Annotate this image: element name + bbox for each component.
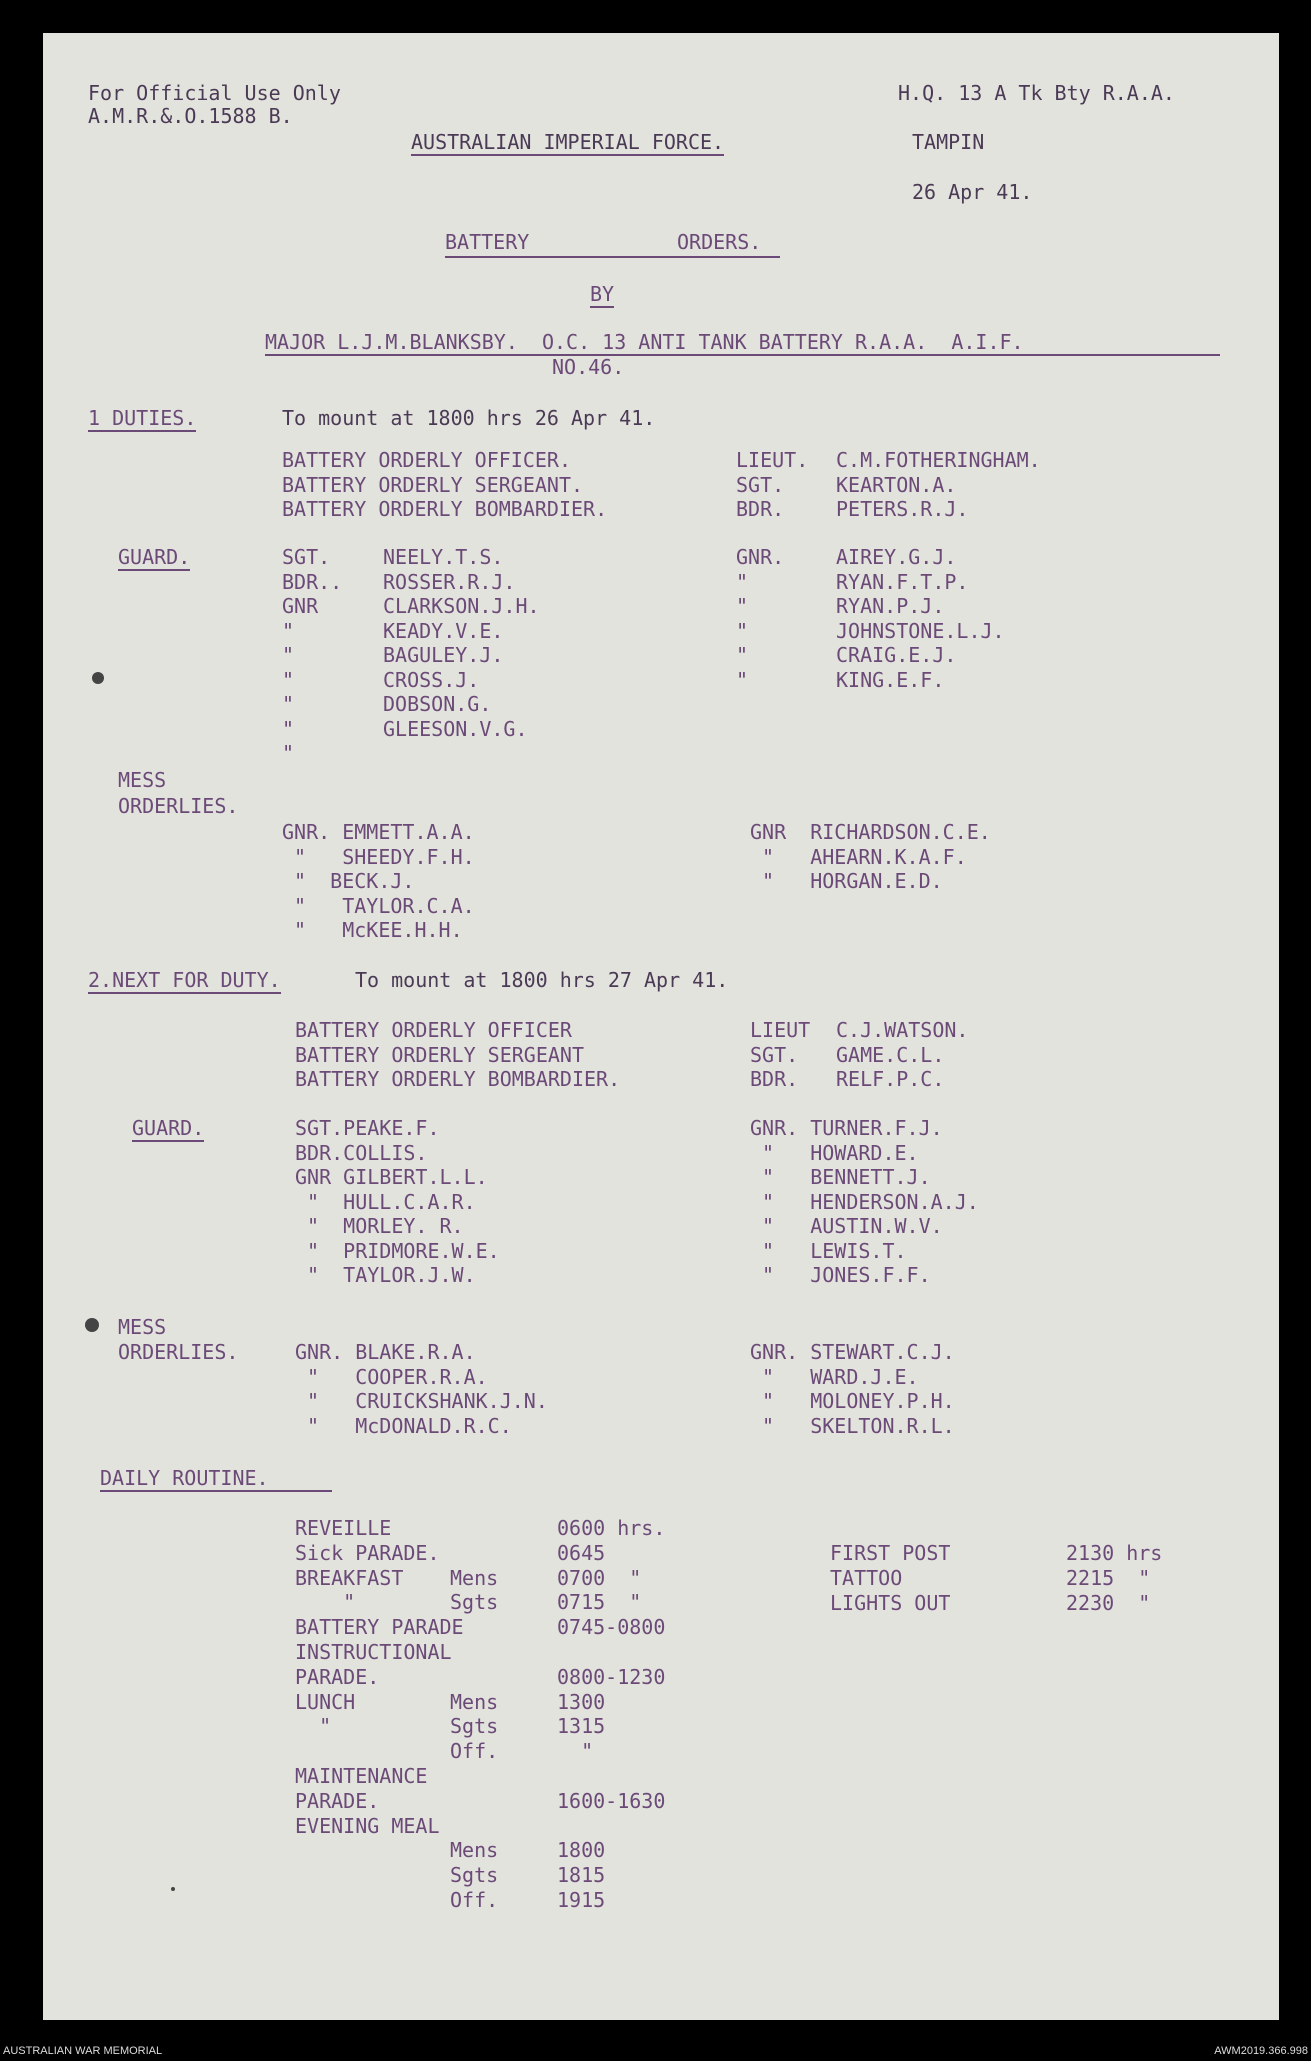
mess-orderly: " HORGAN.E.D. [750, 869, 943, 893]
mess-orderly: " AHEARN.K.A.F. [750, 844, 967, 869]
routine-time: 0700 " [557, 1565, 642, 1590]
duty-role: BATTERY ORDERLY OFFICER. [282, 448, 571, 472]
mess-orderly: " McKEE.H.H. [282, 918, 463, 942]
routine-item: LIGHTS OUT [830, 1590, 951, 1615]
routine-subitem: Mens [450, 1689, 499, 1714]
duty-role: BATTERY ORDERLY BOMBARDIER. [295, 1067, 621, 1091]
rank: " [282, 643, 295, 667]
routine-time: 1800 [557, 1838, 606, 1863]
duty-name: RELF.P.C. [836, 1067, 945, 1091]
title-battery: BATTERY [445, 230, 530, 254]
guard-member: " JONES.F.F. [750, 1263, 931, 1287]
routine-item: LUNCH [295, 1689, 356, 1714]
rank: " [282, 618, 295, 643]
person-name: ROSSER.R.J. [383, 569, 516, 594]
routine-subitem: Mens [450, 1838, 499, 1863]
title-row [445, 232, 780, 258]
rank: " [736, 618, 749, 643]
guard-member: " LEWIS.T. [750, 1238, 907, 1263]
duty-name: KEARTON.A. [836, 472, 957, 497]
routine-item: EVENING MEAL [295, 1813, 440, 1838]
routine-time: 2215 " [1066, 1565, 1151, 1590]
mess-orderly: " SKELTON.R.L. [750, 1413, 955, 1438]
mess-orderly: " WARD.J.E. [750, 1364, 919, 1389]
person-name: CLARKSON.J.H. [383, 594, 540, 618]
routine-time: 1300 [557, 1689, 606, 1714]
routine-time: 0645 [557, 1540, 606, 1565]
next-mess-label-2: ORDERLIES. [118, 1340, 239, 1364]
routine-time: 0715 " [557, 1590, 642, 1615]
person-name: KING.E.F. [836, 667, 945, 692]
location: TAMPIN [912, 130, 985, 154]
rank: " [282, 667, 295, 692]
next-mess-label: MESS [118, 1315, 167, 1339]
title-major: MAJOR L.J.M.BLANKSBY. O.C. 13 ANTI TANK BATTERY R.A.A. A.I.F. [265, 332, 1220, 356]
mess-orderly: " McDONALD.R.C. [295, 1413, 512, 1438]
section-next-heading: 2.NEXT FOR DUTY. [88, 968, 281, 992]
rank: " [736, 594, 749, 618]
routine-time: 0800-1230 [557, 1664, 666, 1689]
duty-role: BATTERY ORDERLY OFFICER [295, 1018, 572, 1042]
person-name: JOHNSTONE.L.J. [836, 618, 1005, 643]
daily-routine-heading: DAILY ROUTINE. [100, 1468, 332, 1492]
routine-time: 1315 [557, 1714, 606, 1739]
date: 26 Apr 41. [912, 180, 1033, 204]
guard-member: " HOWARD.E. [750, 1140, 919, 1165]
mess-orderly: " COOPER.R.A. [295, 1364, 488, 1389]
guard-member: " HULL.C.A.R. [295, 1189, 476, 1214]
routine-subitem: Off. [450, 1739, 499, 1764]
routine-subitem: Sgts [450, 1863, 499, 1888]
routine-item: INSTRUCTIONAL [295, 1640, 452, 1664]
routine-time: 1815 [557, 1863, 606, 1888]
guard-member: GNR GILBERT.L.L. [295, 1165, 488, 1189]
person-name: BAGULEY.J. [383, 643, 504, 667]
routine-item: FIRST POST [830, 1541, 951, 1565]
duty-rank: BDR. [750, 1067, 799, 1091]
title-by: BY [590, 282, 615, 306]
mess-orderly: " CRUICKSHANK.J.N. [295, 1389, 548, 1413]
routine-time: 0745-0800 [557, 1615, 666, 1640]
section-next-text: To mount at 1800 hrs 27 Apr 41. [355, 968, 729, 992]
routine-item: " [295, 1590, 356, 1615]
routine-time: 0600 hrs. [557, 1516, 666, 1540]
person-name: RYAN.F.T.P. [836, 569, 969, 594]
guard-label: GUARD. [118, 545, 191, 569]
duty-role: BATTERY ORDERLY SERGEANT [295, 1042, 584, 1067]
person-name: DOBSON.G. [383, 692, 492, 716]
person-name: AIREY.G.J. [836, 545, 957, 569]
routine-item: PARADE. [295, 1664, 380, 1689]
person-name: RYAN.P.J. [836, 594, 945, 618]
routine-item: BREAKFAST [295, 1565, 404, 1590]
duty-name: C.J.WATSON. [836, 1018, 969, 1042]
force-heading: AUSTRALIAN IMPERIAL FORCE. [411, 130, 725, 154]
footer-credit: AUSTRALIAN WAR MEMORIAL [3, 2045, 163, 2057]
rank: " [282, 692, 295, 716]
duty-role: BATTERY ORDERLY BOMBARDIER. [282, 497, 608, 521]
duty-rank: LIEUT [750, 1018, 811, 1042]
duty-name: C.M.FOTHERINGHAM. [836, 448, 1041, 472]
routine-subitem: Off. [450, 1888, 499, 1912]
rank: " [282, 741, 295, 765]
rank: " [282, 716, 295, 741]
footer-accession: AWM2019.366.998 [1214, 2045, 1308, 2057]
guard-member: SGT.PEAKE.F. [295, 1116, 440, 1140]
rank: GNR. [736, 545, 785, 569]
mess-orderly: " SHEEDY.F.H. [282, 844, 475, 869]
person-name: GLEESON.V.G. [383, 716, 528, 741]
routine-time: 2130 hrs [1066, 1541, 1163, 1565]
guard-member: GNR. TURNER.F.J. [750, 1116, 943, 1140]
rank: BDR.. [282, 569, 343, 594]
mess-label: MESS [118, 768, 167, 792]
guard-member: BDR.COLLIS. [295, 1140, 428, 1165]
routine-subitem: Sgts [450, 1714, 499, 1739]
routine-time: " [557, 1739, 594, 1764]
mess-orderly: " TAYLOR.C.A. [282, 893, 475, 918]
rank: GNR [282, 594, 319, 618]
paper-blemish [85, 1318, 99, 1332]
section-duties-heading: 1 DUTIES. [88, 406, 197, 430]
guard-member: " BENNETT.J. [750, 1165, 931, 1189]
rank: " [736, 643, 749, 667]
next-guard-label: GUARD. [132, 1116, 205, 1140]
paper-blemish [171, 1887, 175, 1891]
guard-member: " AUSTIN.W.V. [750, 1214, 943, 1238]
guard-member: " HENDERSON.A.J. [750, 1189, 979, 1214]
title-orders: ORDERS. [677, 230, 762, 254]
order-number: NO.46. [552, 355, 625, 379]
mess-orderly: " BECK.J. [282, 869, 415, 893]
guard-member: " MORLEY. R. [295, 1214, 464, 1238]
person-name: KEADY.V.E. [383, 618, 504, 643]
mess-orderly: GNR. EMMETT.A.A. [282, 820, 475, 844]
person-name: NEELY.T.S. [383, 545, 504, 569]
paper-blemish [92, 672, 104, 684]
official-use-line: For Official Use Only [88, 81, 341, 105]
duty-rank: SGT. [736, 472, 785, 497]
duty-rank: LIEUT. [736, 448, 809, 472]
rank: " [736, 667, 749, 692]
routine-item: " [295, 1714, 332, 1739]
guard-member: " TAYLOR.J.W. [295, 1263, 476, 1287]
duty-name: GAME.C.L. [836, 1042, 945, 1067]
person-name: CRAIG.E.J. [836, 643, 957, 667]
mess-orderly: GNR. BLAKE.R.A. [295, 1340, 476, 1364]
routine-time: 1600-1630 [557, 1788, 666, 1813]
reference-number: A.M.R.&.O.1588 B. [88, 104, 293, 128]
routine-item: BATTERY PARADE [295, 1615, 464, 1640]
duty-rank: BDR. [736, 497, 785, 521]
mess-orderly: GNR RICHARDSON.C.E. [750, 820, 991, 844]
unit-heading: H.Q. 13 A Tk Bty R.A.A. [898, 81, 1175, 105]
mess-orderly: " MOLONEY.P.H. [750, 1389, 955, 1413]
duty-name: PETERS.R.J. [836, 497, 969, 521]
mess-orderly: GNR. STEWART.C.J. [750, 1340, 955, 1364]
routine-item: MAINTENANCE [295, 1764, 428, 1788]
guard-member: " PRIDMORE.W.E. [295, 1238, 500, 1263]
section-duties-text: To mount at 1800 hrs 26 Apr 41. [282, 406, 656, 430]
routine-item: REVEILLE [295, 1516, 392, 1540]
duty-role: BATTERY ORDERLY SERGEANT. [282, 472, 584, 497]
routine-subitem: Sgts [450, 1590, 499, 1615]
duty-rank: SGT. [750, 1042, 799, 1067]
routine-time: 1915 [557, 1888, 606, 1912]
routine-item: TATTOO [830, 1565, 903, 1590]
mess-label-2: ORDERLIES. [118, 794, 239, 818]
routine-item: PARADE. [295, 1788, 380, 1813]
rank: " [736, 569, 749, 594]
routine-subitem: Mens [450, 1565, 499, 1590]
rank: SGT. [282, 545, 331, 569]
routine-item: Sick PARADE. [295, 1540, 440, 1565]
routine-time: 2230 " [1066, 1590, 1151, 1615]
person-name: CROSS.J. [383, 667, 480, 692]
